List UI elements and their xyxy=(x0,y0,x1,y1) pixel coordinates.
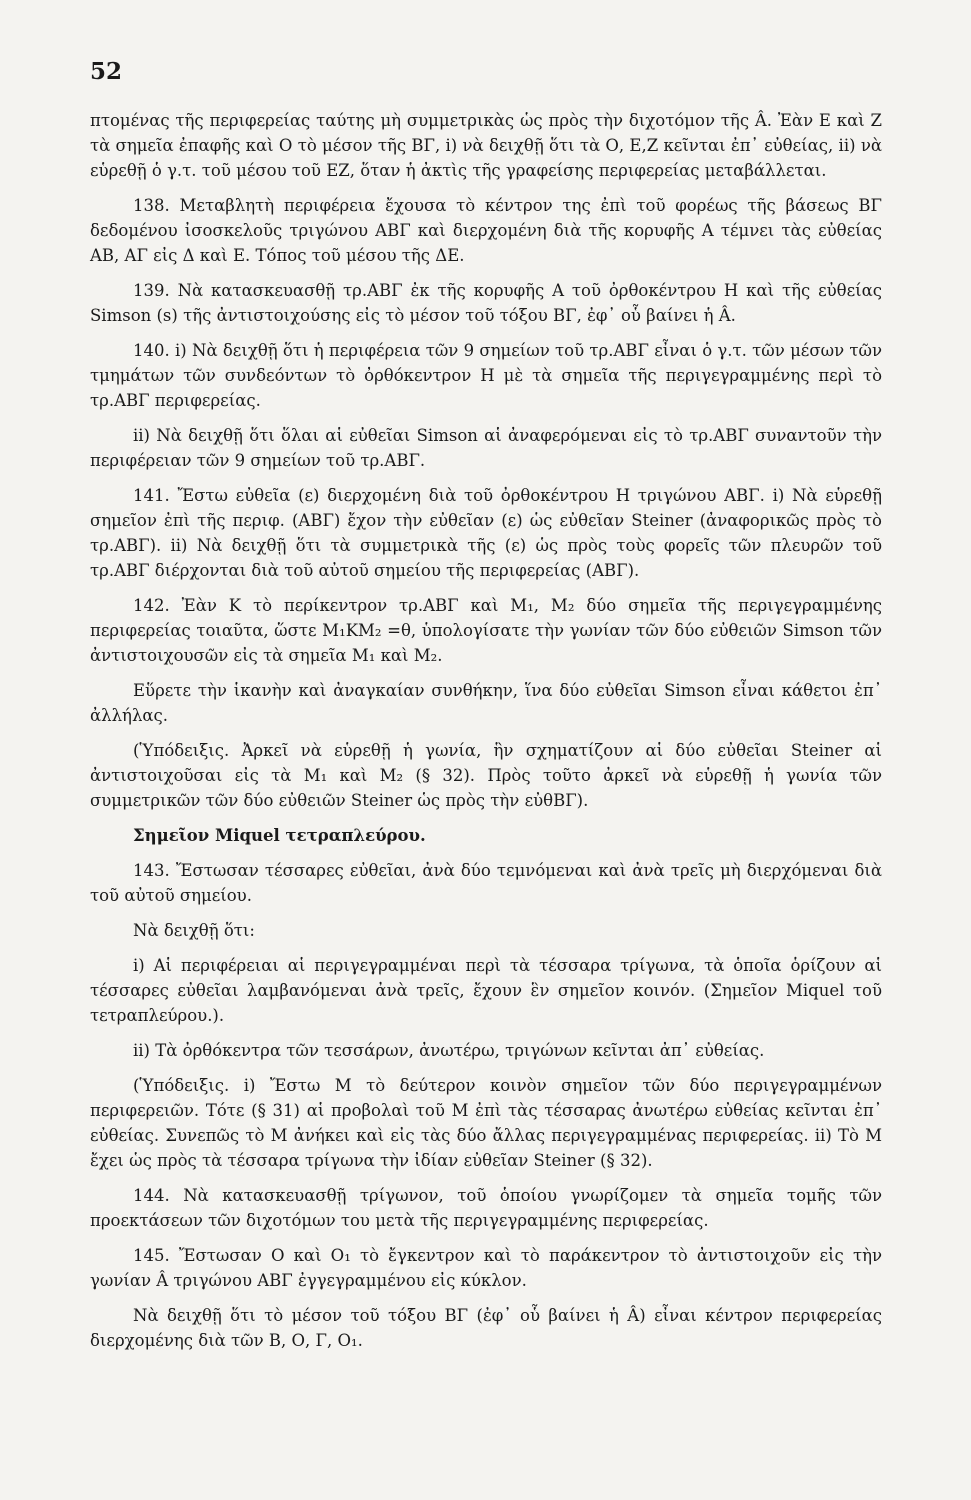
problem-143-part-i: i) Αἱ περιφέρειαι αἱ περιγεγραμμέναι περὶ τὰ τέσσαρα τρίγωνα, τὰ ὁποῖα ὁρίζουν αἱ τέσσαρες εὐθεῖαι λαμβανόμεναι ἀνὰ τρεῖς, ἔχουν ἓν σημεῖον κοινόν. (Σημεῖον Miquel τοῦ τετραπλεύρου.). xyxy=(90,956,882,1025)
problem-145-claim: Νὰ δειχθῇ ὅτι τὸ μέσον τοῦ τόξου ΒΓ (ἐφ᾽ οὗ βαίνει ἡ Â) εἶναι κέντρον περιφερείας διερχομένης διὰ τῶν Β, Ο, Γ, O₁. xyxy=(90,1306,882,1350)
problem-139: 139. Νὰ κατασκευασθῇ τρ.ΑΒΓ ἐκ τῆς κορυφῆς Α τοῦ ὀρθοκέντρου Η καὶ τῆς εὐθείας Simson (s) τῆς ἀντιστοιχούσης εἰς τὸ μέσον τοῦ τόξου ΒΓ, ἐφ᾽ οὗ βαίνει ἡ Â. xyxy=(90,281,882,325)
problem-142: 142. Ἐὰν Κ τὸ περίκεντρον τρ.ΑΒΓ καὶ M₁, M₂ δύο σημεῖα τῆς περιγεγραμμένης περιφερείας τοιαῦτα, ὥστε M₁KM₂ =θ, ὑπολογίσατε τὴν γωνίαν τῶν δύο εὐθειῶν Simson τῶν ἀντιστοιχουσῶν εἰς τὰ σημεῖα M₁ καὶ M₂. xyxy=(90,596,882,665)
problem-143: 143. Ἔστωσαν τέσσαρες εὐθεῖαι, ἀνὰ δύο τεμνόμεναι καὶ ἀνὰ τρεῖς μὴ διερχόμεναι διὰ τοῦ αὐτοῦ σημείου. xyxy=(90,861,882,905)
section-heading-miquel: Σημεῖον Miquel τετραπλεύρου. xyxy=(133,826,426,845)
problem-143-part-ii: ii) Τὰ ὀρθόκεντρα τῶν τεσσάρων, ἀνωτέρω, τριγώνων κεῖνται ἀπ᾽ εὐθείας. xyxy=(133,1041,765,1060)
problem-143-hint: (Ὑπόδειξις. i) Ἔστω Μ τὸ δεύτερον κοινὸν σημεῖον τῶν δύο περιγεγραμμένων περιφερειῶν. Τότε (§ 31) αἱ προβολαὶ τοῦ Μ ἐπὶ τὰς τέσσαρας ἀνωτέρω εὐθείας κεῖνται ἐπ᾽ εὐθείας. Συνεπῶς τὸ Μ ἀνήκει καὶ εἰς τὰς δύο ἄλλας περιγεγραμμένας περιφερείας. ii) Τὸ Μ ἔχει ὡς πρὸς τὰ τέσσαρα τρίγωνα τὴν ἰδίαν εὐθεῖαν Steiner (§ 32). xyxy=(90,1076,882,1170)
problem-140-part-i: 140. i) Νὰ δειχθῇ ὅτι ἡ περιφέρεια τῶν 9 σημείων τοῦ τρ.ΑΒΓ εἶναι ὁ γ.τ. τῶν μέσων τῶν τμημάτων τῶν συνδεόντων τὸ ὀρθόκεντρον Η μὲ τὰ σημεῖα τῆς περιγεγραμμένης περὶ τὸ τρ.ΑΒΓ περιφερείας. xyxy=(90,341,882,410)
problem-141: 141. Ἔστω εὐθεῖα (ε) διερχομένη διὰ τοῦ ὀρθοκέντρου Η τριγώνου ΑΒΓ. i) Νὰ εὑρεθῇ σημεῖον ἐπὶ τῆς περιφ. (ΑΒΓ) ἔχον τὴν εὐθεῖαν (ε) ὡς εὐθεῖαν Steiner (ἀναφορικῶς πρὸς τὸ τρ.ΑΒΓ). ii) Νὰ δειχθῇ ὅτι τὰ συμμετρικὰ τῆς (ε) ὡς πρὸς τοὺς φορεῖς τῶν πλευρῶν τοῦ τρ.ΑΒΓ διέρχονται διὰ τοῦ αὐτοῦ σημείου τῆς περιφερείας (ΑΒΓ). xyxy=(90,486,882,580)
problem-140-part-ii: ii) Νὰ δειχθῇ ὅτι ὅλαι αἱ εὐθεῖαι Simson αἱ ἀναφερόμεναι εἰς τὸ τρ.ΑΒΓ συναντοῦν τὴν περιφέρειαν τῶν 9 σημείων τοῦ τρ.ΑΒΓ. xyxy=(90,426,882,470)
paragraph-137-continuation: πτομένας τῆς περιφερείας ταύτης μὴ συμμετρικὰς ὡς πρὸς τὴν διχοτόμον τῆς Â. Ἐὰν Ε καὶ Ζ τὰ σημεῖα ἐπαφῆς καὶ Ο τὸ μέσον τῆς ΒΓ, i) νὰ δειχθῇ ὅτι τὰ Ο, Ε,Ζ κεῖνται ἐπ᾽ εὐθείας, ii) νὰ εὑρεθῇ ὁ γ.τ. τοῦ μέσου τοῦ ΕΖ, ὅταν ἡ ἀκτὶς τῆς γραφείσης περιφερείας μεταβάλλεται. xyxy=(90,111,882,180)
problem-142-hint: (Ὑπόδειξις. Ἀρκεῖ νὰ εὑρεθῇ ἡ γωνία, ἣν σχηματίζουν αἱ δύο εὐθεῖαι Steiner αἱ ἀντιστοιχοῦσαι εἰς τὰ M₁ καὶ M₂ (§ 32). Πρὸς τοῦτο ἀρκεῖ νὰ εὑρεθῇ ἡ γωνία τῶν συμμετρικῶν τῶν δύο εὐθειῶν Steiner ὡς πρὸς τὴν εὐθΒΓ). xyxy=(90,741,882,810)
problem-142-condition: Εὕρετε τὴν ἱκανὴν καὶ ἀναγκαίαν συνθήκην, ἵνα δύο εὐθεῖαι Simson εἶναι κάθετοι ἐπ᾽ ἀλλήλας. xyxy=(90,681,882,725)
page-text xyxy=(90,108,882,1363)
problem-138: 138. Μεταβλητὴ περιφέρεια ἔχουσα τὸ κέντρον της ἐπὶ τοῦ φορέως τῆς βάσεως ΒΓ δεδομένου ἰσοσκελοῦς τριγώνου ΑΒΓ καὶ διερχομένη διὰ τῆς κορυφῆς Α τέμνει τὰς εὐθείας ΑΒ, ΑΓ εἰς Δ καὶ Ε. Τόπος τοῦ μέσου τῆς ΔΕ. xyxy=(90,196,882,265)
page-number: 52 xyxy=(90,58,123,85)
problem-144: 144. Νὰ κατασκευασθῇ τρίγωνον, τοῦ ὁποίου γνωρίζομεν τὰ σημεῖα τομῆς τῶν προεκτάσεων τῶν διχοτόμων του μετὰ τῆς περιγεγραμμένης περιφερείας. xyxy=(90,1186,882,1230)
problem-145: 145. Ἔστωσαν Ο καὶ O₁ τὸ ἔγκεντρον καὶ τὸ παράκεντρον τὸ ἀντιστοιχοῦν εἰς τὴν γωνίαν Â τριγώνου ΑΒΓ ἐγγεγραμμένου εἰς κύκλον. xyxy=(90,1246,882,1290)
problem-143-prompt: Νὰ δειχθῇ ὅτι: xyxy=(133,921,255,940)
